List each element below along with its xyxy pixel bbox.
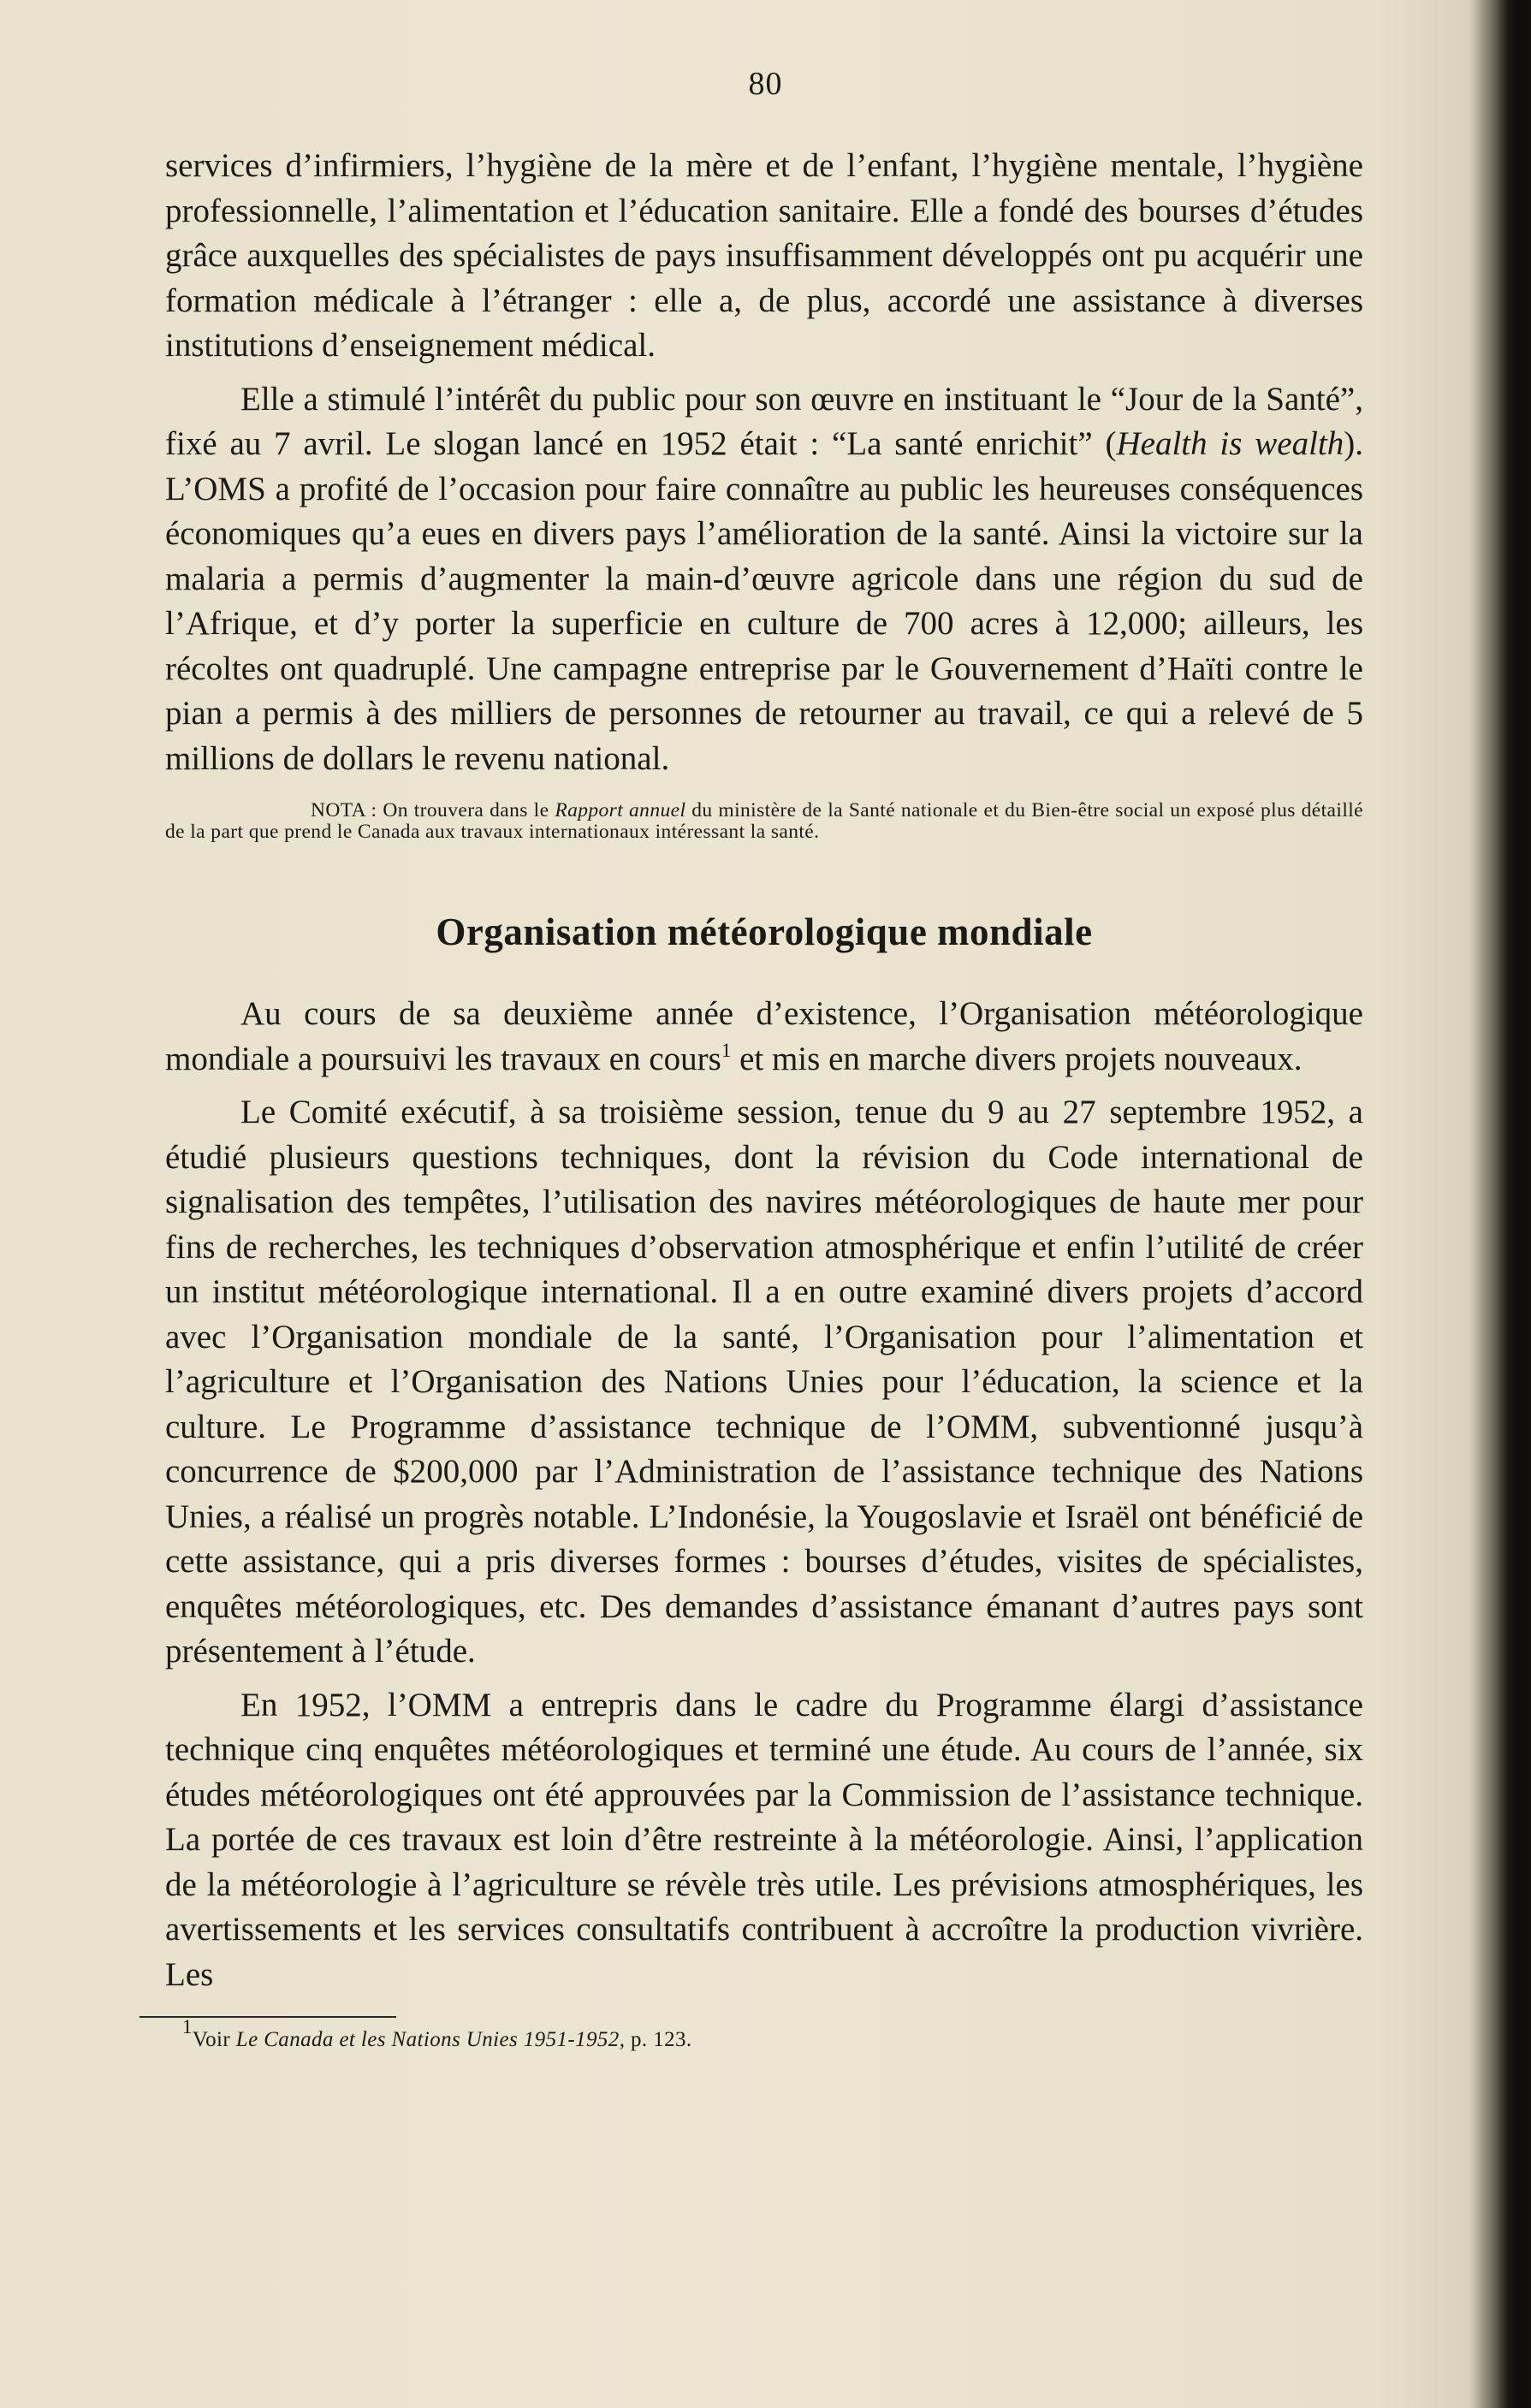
nota-note	[165, 800, 1363, 843]
footnote-text-start: Voir	[192, 2028, 236, 2051]
footnote-divider	[139, 2016, 396, 2018]
note-report-title: Rapport annuel	[555, 799, 686, 821]
paragraph-health-services: services d’infirmiers, l’hygiène de la mère et de l’enfant, l’hygiène mentale, l’hygiène professionnelle, l’alimentation et l’éducation sanitaire. Elle a fondé des bourses d’études grâce auxquelles des spécialistes de pays insuffisamment développés ont pu acquérir une formation médicale à l’étranger : elle a, de plus, accordé une assistance à diverses institutions d’enseignement médical.	[165, 147, 1363, 364]
health-day-slogan-english: Health is wealth	[1116, 425, 1344, 462]
paragraph-health-day	[165, 377, 1363, 782]
footnote-reference: 1	[721, 1039, 732, 1061]
book-spine-shadow	[1497, 0, 1531, 2408]
footnote-publication-title: Le Canada et les Nations Unies 1951-1952,	[235, 2028, 626, 2051]
health-day-text-end: ). L’OMS a profité de l’occasion pour faire connaître au public les heureuses conséquences économiques qu’a eues en divers pays l’amélioration de la santé. Ainsi la victoire sur la malaria a permis d’augmenter la main-d’œuvre agricole dans une région du sud de l’Afrique, et d’y porter la superficie en culture de 700 acres à 12,000; ailleurs, les récoltes ont quadruplé. Une campagne entreprise par le Gouvernement d’Haïti contre le pian a permis à des milliers de personnes de retourner au travail, ce qui a relevé de 5 millions de dollars le revenu national.	[165, 425, 1363, 777]
paragraph-wmo-intro	[165, 992, 1363, 1082]
note-text-start: NOTA : On trouvera dans le	[311, 799, 555, 821]
note-text-end: du ministère de la Santé nationale et du Bien-être social un exposé plus détaillé de la part que prend le Canada aux travaux internationaux intéressant la santé.	[165, 799, 1364, 843]
footnote-marker: 1	[182, 2016, 193, 2037]
paragraph-executive-committee: Le Comité exécutif, à sa troisième session, tenue du 9 au 27 septembre 1952, a étudié plusieurs questions techniques, dont la révision du Code international de signalisation des tempêtes, l’utilisation des navires météorologiques de haute mer pour fins de recherches, les techniques d’observation atmosphérique et enfin l’utilité de créer un institut météorologique international. Il a en outre examiné divers projets d’accord avec l’Organisation mondiale de la santé, l’Organisation pour l’alimentation et l’agriculture et l’Organisation des Nations Unies pour l’éducation, la science et la culture. Le Programme d’assistance technique de l’OMM, subventionné jusqu’à concurrence de $200,000 par l’Administration de l’assistance technique des Nations Unies, a réalisé un progrès notable. L’Indonésie, la Yougoslavie et Israël ont bénéficié de cette assistance, qui a pris diverses formes : bourses d’études, visites de spécialistes, enquêtes météorologiques, etc. Des demandes d’assistance émanant d’autres pays sont présentement à l’étude.	[165, 1094, 1363, 1670]
footnote	[165, 2016, 1363, 2054]
wmo-intro-text-start: Au cours de sa deuxième année d’existence, l’Organisation météorologique mondiale a poursuivi les travaux en cours	[165, 995, 1363, 1077]
health-day-text-start: Elle a stimulé l’intérêt du public pour son œuvre en instituant le “Jour de la Santé”, fixé au 7 avril. Le slogan lancé en 1952 était : “La santé enrichit” (	[165, 380, 1363, 462]
paragraph-technical-assistance: En 1952, l’OMM a entrepris dans le cadre du Programme élargi d’assistance technique cinq enquêtes météorologiques et terminé une étude. Au cours de l’année, six études météorologiques ont été approuvées par la Commission de l’assistance technique. La portée de ces travaux est loin d’être restreinte à la météorologie. Ainsi, l’application de la météorologie à l’agriculture se révèle très utile. Les prévisions atmosphériques, les avertissements et les services consultatifs contribuent à accroître la production vivrière. Les	[165, 1686, 1363, 1993]
section-heading: Organisation météorologique mondiale	[436, 910, 1093, 953]
wmo-intro-text-end: et mis en marche divers projets nouveaux.	[731, 1040, 1303, 1077]
footnote-text-end: p. 123.	[625, 2028, 692, 2051]
page-number: 80	[748, 66, 783, 102]
page-body	[165, 144, 1363, 2054]
